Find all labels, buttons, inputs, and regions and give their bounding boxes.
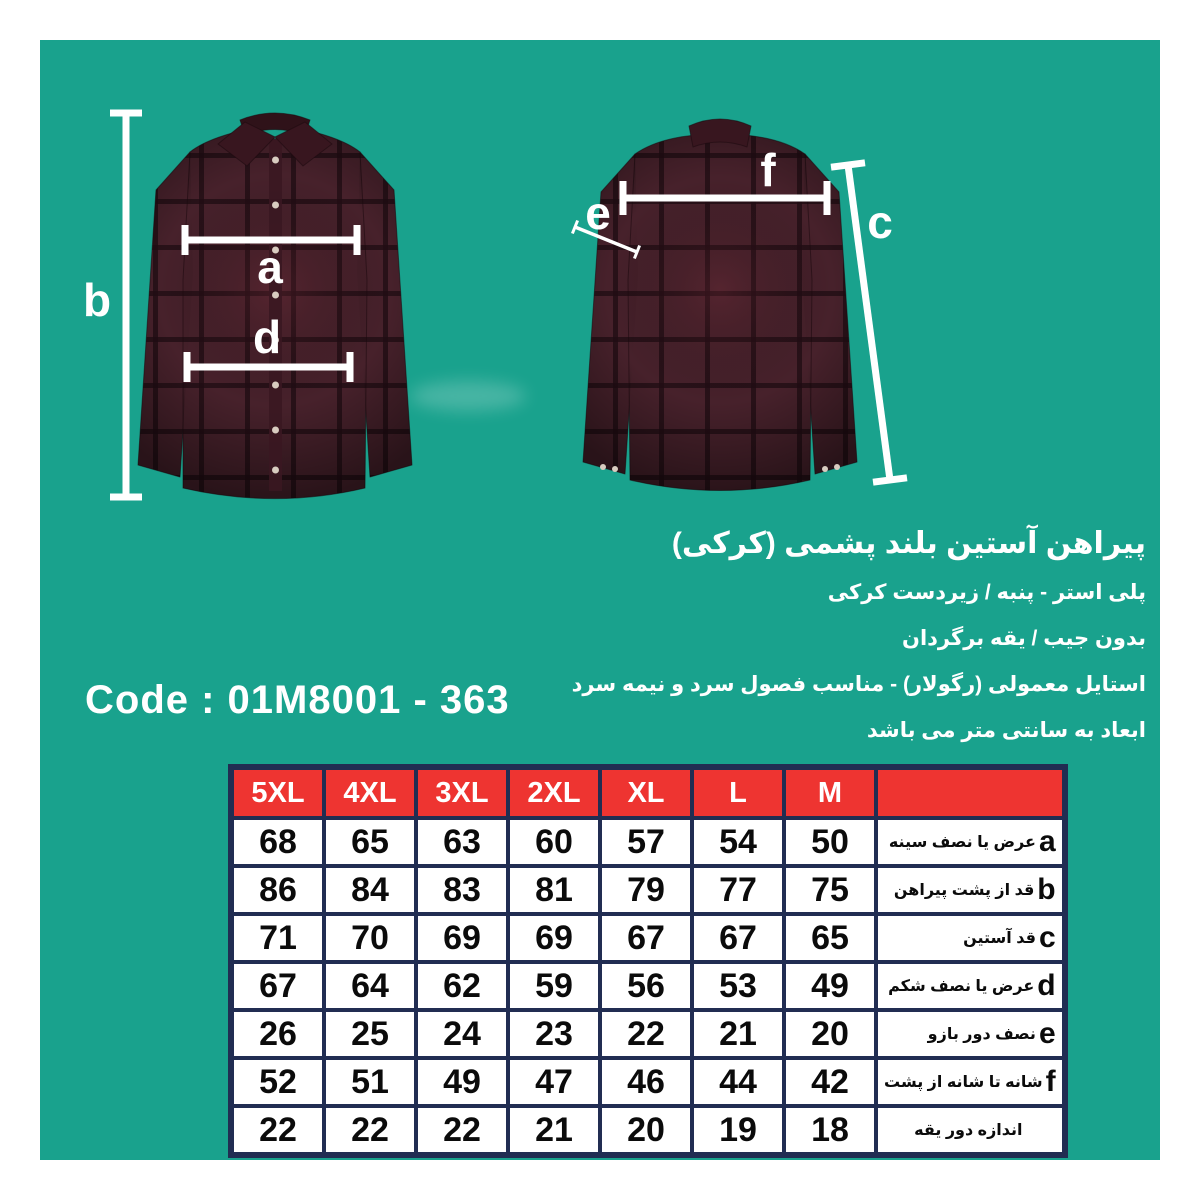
dimension-label-text: نصف دور بازو	[927, 1026, 1036, 1043]
size-value-cell: 79	[600, 866, 692, 914]
size-value-cell: 64	[324, 962, 416, 1010]
size-value-cell: 84	[324, 866, 416, 914]
product-description	[486, 524, 1146, 754]
size-value-cell: 83	[416, 866, 508, 914]
dimension-label-text: شانه تا شانه از پشت	[884, 1074, 1043, 1091]
size-value-cell: 69	[508, 914, 600, 962]
measure-label-c: c	[867, 196, 893, 248]
dimension-label-cell	[876, 962, 1065, 1010]
size-value-cell: 56	[600, 962, 692, 1010]
dimension-label-cell	[876, 1106, 1065, 1155]
size-value-cell: 70	[324, 914, 416, 962]
dimension-letter: d	[1037, 969, 1056, 1002]
size-value-cell: 59	[508, 962, 600, 1010]
product-code: Code : 01M8001 - 363	[85, 678, 510, 722]
product-spec-style: استایل معمولی (رگولار) - مناسب فصول سرد و نیمه سرد	[571, 673, 1146, 696]
size-value-cell: 26	[231, 1010, 324, 1058]
size-value-cell: 57	[600, 818, 692, 866]
size-value-cell: 20	[784, 1010, 876, 1058]
size-value-cell: 21	[692, 1010, 784, 1058]
dimension-letter: b	[1037, 873, 1056, 906]
size-value-cell: 25	[324, 1010, 416, 1058]
size-value-cell: 22	[231, 1106, 324, 1155]
size-table-corner-cell	[876, 767, 1065, 818]
size-value-cell: 18	[784, 1106, 876, 1155]
shirt-measurement-diagram	[40, 40, 1160, 560]
front-shirt-image	[138, 113, 412, 499]
size-value-cell: 24	[416, 1010, 508, 1058]
size-value-cell: 69	[416, 914, 508, 962]
size-value-cell: 86	[231, 866, 324, 914]
table-row-a	[231, 818, 1065, 866]
dimension-label-text: قد آستین	[963, 930, 1036, 947]
table-row-d	[231, 962, 1065, 1010]
measure-label-f: f	[760, 144, 776, 196]
size-column-header-5xl: 5XL	[231, 767, 324, 818]
size-value-cell: 47	[508, 1058, 600, 1106]
size-guide-panel	[40, 40, 1160, 1160]
size-value-cell: 53	[692, 962, 784, 1010]
dimension-letter: f	[1045, 1065, 1056, 1098]
size-value-cell: 23	[508, 1010, 600, 1058]
size-value-cell: 68	[231, 818, 324, 866]
size-value-cell: 22	[600, 1010, 692, 1058]
size-value-cell: 21	[508, 1106, 600, 1155]
product-spec-material: پلی استر - پنبه / زیردست کرکی	[827, 581, 1146, 604]
product-spec-pocket-collar: بدون جیب / یقه برگردان	[902, 627, 1146, 650]
dimension-letter: a	[1038, 825, 1056, 858]
size-value-cell: 52	[231, 1058, 324, 1106]
size-value-cell: 19	[692, 1106, 784, 1155]
size-column-header-m: M	[784, 767, 876, 818]
product-title: پیراهن آستین بلند پشمی (کرکی)	[671, 527, 1146, 560]
size-value-cell: 81	[508, 866, 600, 914]
table-row-b	[231, 866, 1065, 914]
table-row-e	[231, 1010, 1065, 1058]
dimension-label-text: عرض یا نصف شکم	[888, 978, 1035, 995]
size-column-header-2xl: 2XL	[508, 767, 600, 818]
size-column-header-3xl: 3XL	[416, 767, 508, 818]
table-row-f	[231, 1058, 1065, 1106]
measure-label-a: a	[257, 241, 283, 293]
table-row-c	[231, 914, 1065, 962]
size-value-cell: 51	[324, 1058, 416, 1106]
dimension-letter: c	[1038, 921, 1056, 954]
measure-label-d: d	[252, 311, 282, 363]
measure-label-b: b	[82, 274, 112, 326]
size-value-cell: 44	[692, 1058, 784, 1106]
size-value-cell: 62	[416, 962, 508, 1010]
size-column-header-4xl: 4XL	[324, 767, 416, 818]
size-column-header-l: L	[692, 767, 784, 818]
dimension-label-cell	[876, 818, 1065, 866]
measure-label-e: e	[585, 187, 611, 239]
back-shirt-image	[583, 119, 857, 491]
size-value-cell: 65	[324, 818, 416, 866]
dimension-label-cell	[876, 914, 1065, 962]
photo-shadow	[410, 381, 526, 411]
size-value-cell: 67	[231, 962, 324, 1010]
size-column-header-xl: XL	[600, 767, 692, 818]
size-value-cell: 60	[508, 818, 600, 866]
dimension-label-cell	[876, 1010, 1065, 1058]
size-table-header-row	[231, 767, 1065, 818]
size-value-cell: 49	[416, 1058, 508, 1106]
measure-line-b	[110, 113, 142, 497]
size-value-cell: 67	[692, 914, 784, 962]
size-value-cell: 49	[784, 962, 876, 1010]
product-spec-units: ابعاد به سانتی متر می باشد	[866, 719, 1146, 742]
size-value-cell: 75	[784, 866, 876, 914]
size-table	[228, 764, 1068, 1158]
dimension-label-cell	[876, 1058, 1065, 1106]
size-value-cell: 63	[416, 818, 508, 866]
dimension-letter: e	[1038, 1017, 1056, 1050]
size-value-cell: 20	[600, 1106, 692, 1155]
table-row-collar	[231, 1106, 1065, 1155]
size-value-cell: 67	[600, 914, 692, 962]
size-value-cell: 46	[600, 1058, 692, 1106]
dimension-label-cell	[876, 866, 1065, 914]
dimension-label-text: قد از پشت پیراهن	[893, 882, 1035, 899]
size-value-cell: 22	[324, 1106, 416, 1155]
size-value-cell: 77	[692, 866, 784, 914]
size-value-cell: 22	[416, 1106, 508, 1155]
size-value-cell: 71	[231, 914, 324, 962]
size-value-cell: 65	[784, 914, 876, 962]
size-value-cell: 50	[784, 818, 876, 866]
dimension-label-text: عرض یا نصف سینه	[888, 834, 1036, 851]
size-value-cell: 42	[784, 1058, 876, 1106]
dimension-label-text: اندازه دور یقه	[914, 1122, 1023, 1139]
size-value-cell: 54	[692, 818, 784, 866]
